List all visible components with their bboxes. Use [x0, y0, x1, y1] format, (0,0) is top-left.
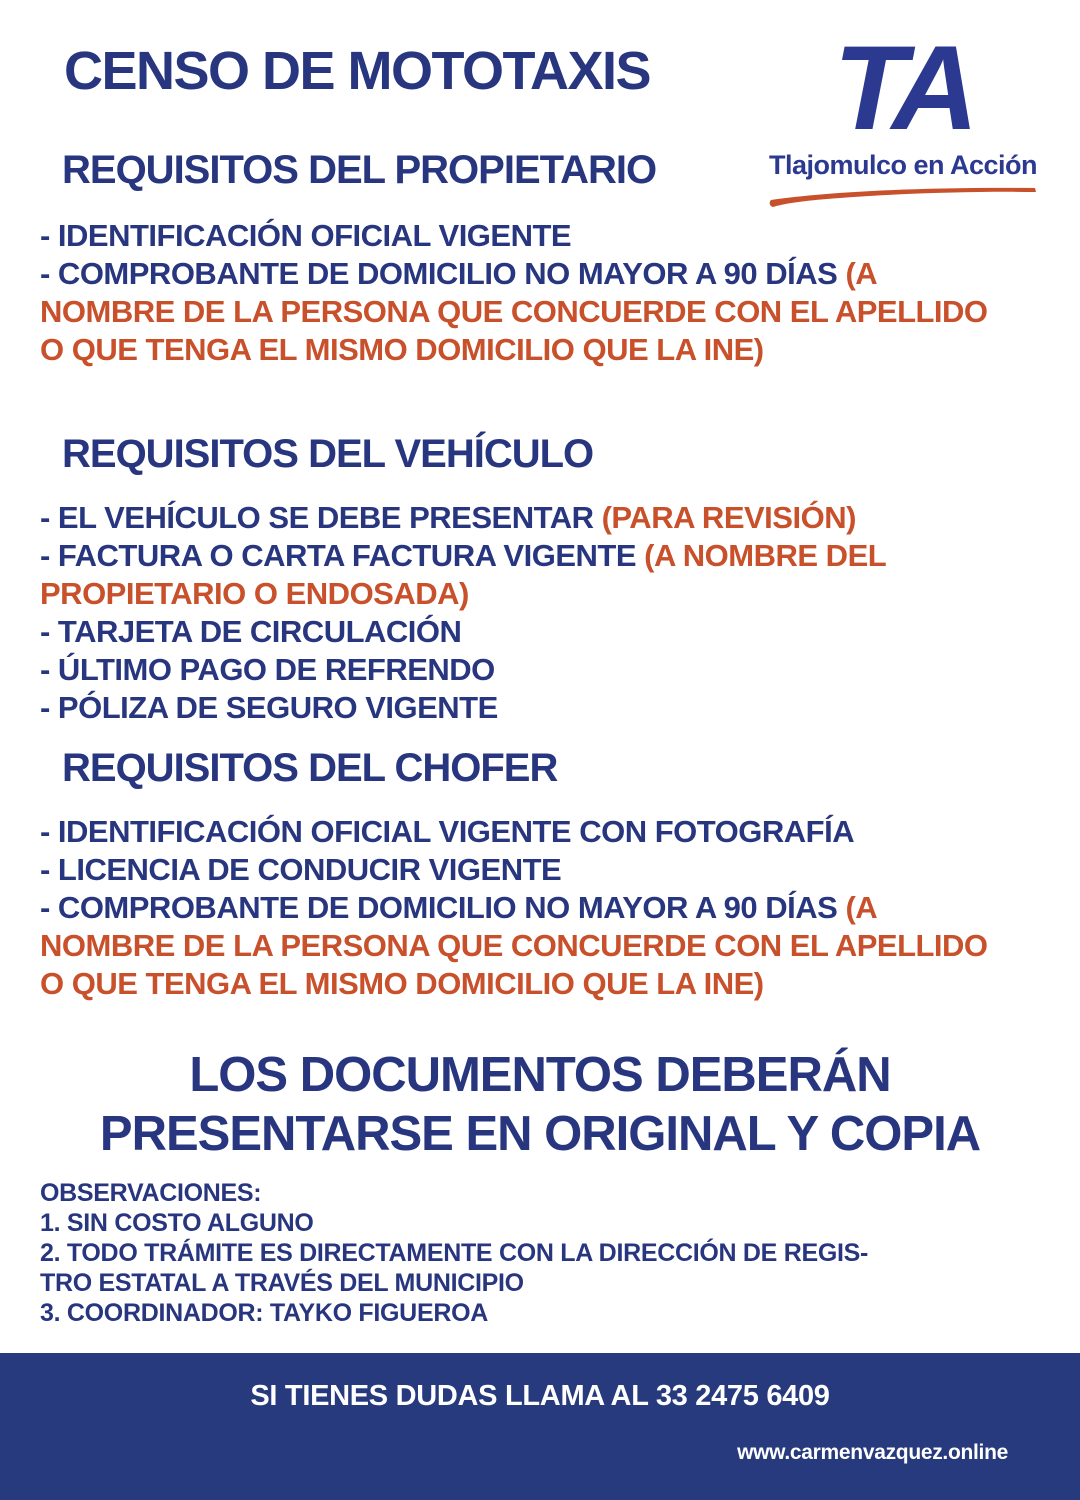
section-heading-propietario: REQUISITOS DEL PROPIETARIO: [62, 148, 657, 192]
requirement-item: - ÚLTIMO PAGO DE REFRENDO: [40, 652, 495, 687]
requirement-item: - TARJETA DE CIRCULACIÓN: [40, 614, 462, 649]
footer-website: www.carmenvazquez.online: [737, 1441, 1008, 1464]
observations-heading: OBSERVACIONES:: [40, 1179, 262, 1207]
documents-statement: [0, 1046, 1080, 1164]
footer-band: [0, 1353, 1080, 1500]
footer-help-text: SI TIENES DUDAS LLAMA AL 33 2475 6409: [250, 1380, 830, 1412]
section-body-propietario: [40, 217, 998, 369]
observation-line: 2. TODO TRÁMITE ES DIRECTAMENTE CON LA DIRECCIÓN DE REGIS-: [40, 1239, 869, 1267]
observations-block: [40, 1178, 1050, 1328]
requirement-item: - LICENCIA DE CONDUCIR VIGENTE: [40, 852, 562, 887]
requirement-item: - PÓLIZA DE SEGURO VIGENTE: [40, 690, 498, 725]
brand-logo: [765, 21, 1041, 208]
requirement-item: - COMPROBANTE DE DOMICILIO NO MAYOR A 90 DÍAS (A NOMBRE DE LA PERSONA QUE CONCUERDE CON EL APELLIDO O QUE TENGA EL MISMO DOMICILIO QUE LA INE): [40, 890, 988, 1001]
requirement-item: - COMPROBANTE DE DOMICILIO NO MAYOR A 90 DÍAS (A NOMBRE DE LA PERSONA QUE CONCUERDE CON EL APELLIDO O QUE TENGA EL MISMO DOMICILIO QUE LA INE): [40, 256, 988, 367]
observation-line: 1. SIN COSTO ALGUNO: [40, 1209, 314, 1237]
section-heading-chofer: REQUISITOS DEL CHOFER: [62, 746, 558, 790]
page-title: CENSO DE MOTOTAXIS: [64, 41, 651, 101]
brand-swoosh-icon: [767, 184, 1039, 208]
requirement-item: - IDENTIFICACIÓN OFICIAL VIGENTE CON FOTOGRAFÍA: [40, 814, 855, 849]
brand-monogram: TA: [833, 21, 973, 155]
requirement-item: - EL VEHÍCULO SE DEBE PRESENTAR (PARA REVISIÓN): [40, 500, 856, 535]
section-body-chofer: [40, 813, 998, 1003]
observation-line: TRO ESTATAL A TRAVÉS DEL MUNICIPIO: [40, 1269, 524, 1297]
requirement-item: - FACTURA O CARTA FACTURA VIGENTE (A NOMBRE DEL PROPIETARIO O ENDOSADA): [40, 538, 886, 611]
section-body-vehiculo: [40, 499, 1030, 727]
section-heading-vehiculo: REQUISITOS DEL VEHÍCULO: [62, 432, 594, 476]
observation-line: 3. COORDINADOR: TAYKO FIGUEROA: [40, 1299, 488, 1327]
documents-statement-line: PRESENTARSE EN ORIGINAL Y COPIA: [99, 1107, 981, 1161]
brand-tagline: Tlajomulco en Acción: [768, 149, 1038, 180]
requirement-item: - IDENTIFICACIÓN OFICIAL VIGENTE: [40, 218, 572, 253]
documents-statement-line: LOS DOCUMENTOS DEBERÁN: [189, 1048, 891, 1102]
